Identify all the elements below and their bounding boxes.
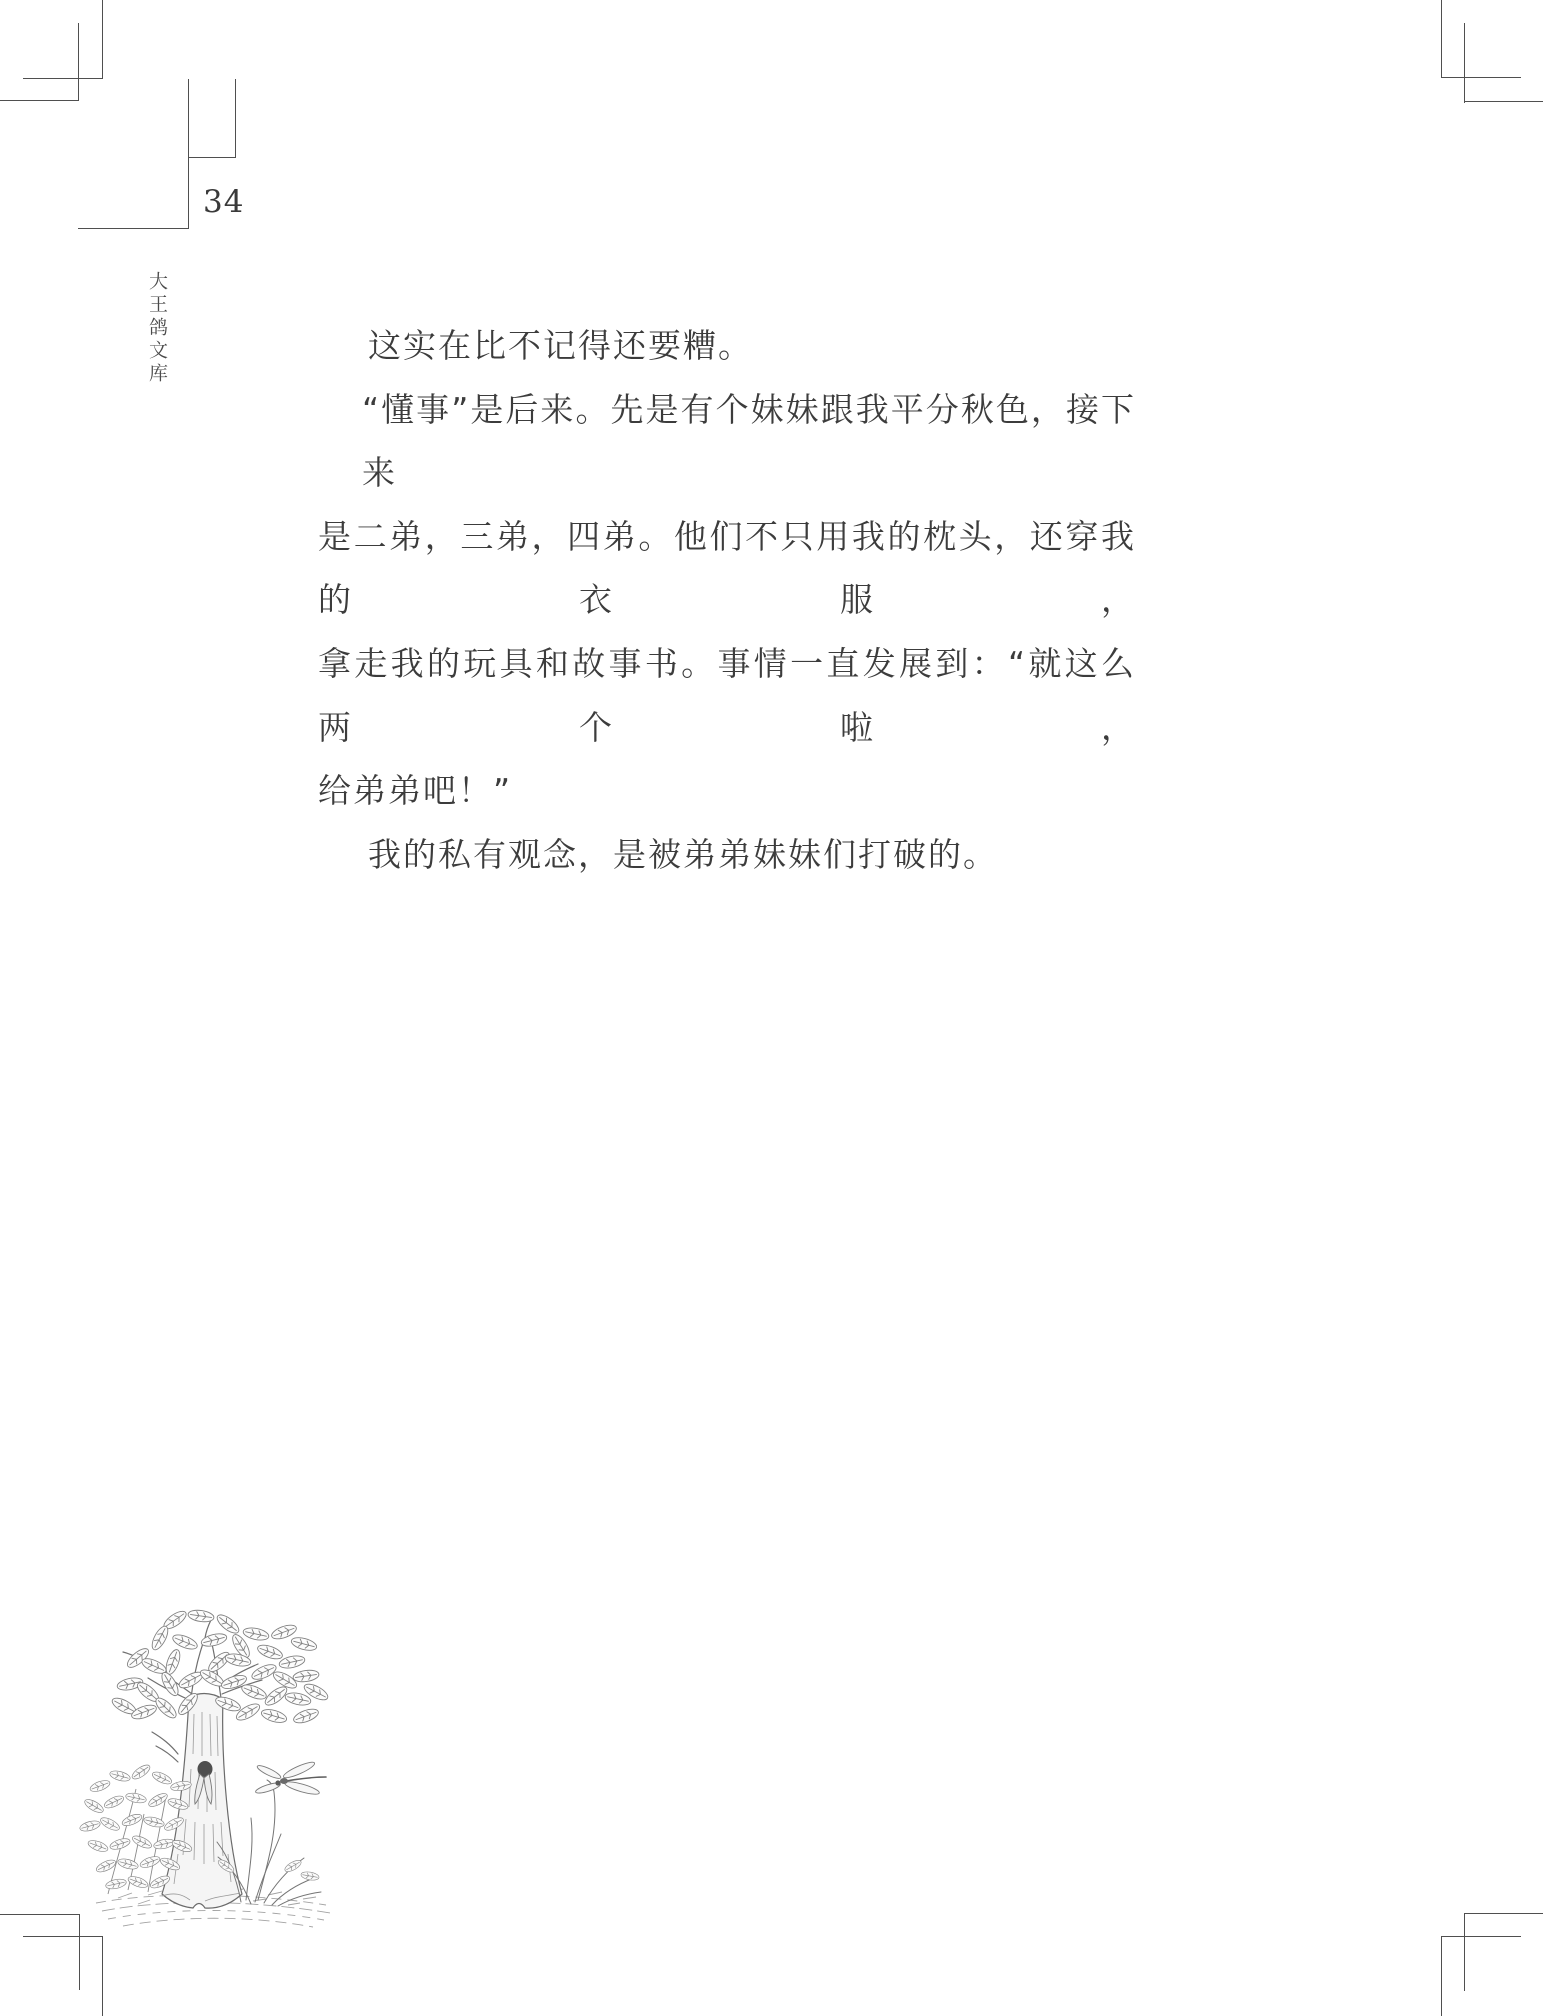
crop-mark <box>102 0 103 78</box>
body-text <box>318 314 1136 886</box>
crop-mark <box>1464 1913 1465 1991</box>
body-text-line: 给弟弟吧！” <box>318 771 513 811</box>
crop-mark <box>0 100 79 101</box>
body-text-line: 拿走我的玩具和故事书。事情一直发展到：“就这么两个啦， <box>318 643 1136 747</box>
crop-mark <box>23 78 103 79</box>
body-text-line: 我的私有观念，是被弟弟妹妹们打破的。 <box>368 834 998 874</box>
crop-mark <box>1441 77 1521 78</box>
page-number-bracket-line <box>78 228 189 229</box>
tree-illustration <box>78 1604 343 1939</box>
dragonfly-sketch <box>255 1760 326 1797</box>
crop-mark <box>1441 0 1442 78</box>
body-text-line: “懂事”是后来。先是有个妹妹跟我平分秋色，接下来 <box>362 389 1136 493</box>
crop-mark <box>1464 23 1465 103</box>
crop-mark <box>1441 1936 1442 2016</box>
crop-mark <box>0 1914 79 1915</box>
page-number-bracket-line <box>235 79 236 158</box>
crop-mark <box>1464 101 1543 102</box>
crop-mark <box>78 23 79 101</box>
crop-mark <box>1464 1913 1543 1914</box>
crop-mark <box>102 1936 103 2016</box>
page-number-bracket-line <box>188 79 189 229</box>
crop-mark <box>1441 1936 1521 1937</box>
page-number-bracket-line <box>188 157 236 158</box>
body-text-line: 这实在比不记得还要糟。 <box>368 326 753 365</box>
page-number: 34 <box>203 184 245 220</box>
body-text-line: 是二弟，三弟，四弟。他们不只用我的枕头，还穿我的衣服， <box>318 516 1136 620</box>
series-spine-label: 大王鸽文库 <box>146 271 168 386</box>
